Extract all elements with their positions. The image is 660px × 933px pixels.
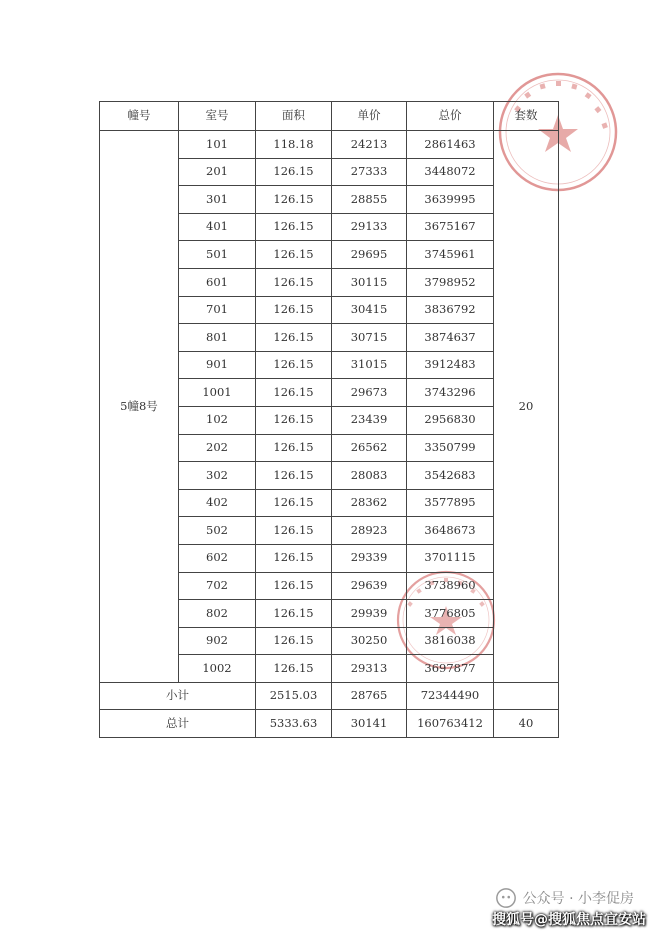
unit-price-cell: 29639 bbox=[332, 572, 407, 600]
unit-price-cell: 30115 bbox=[332, 268, 407, 296]
unit-price-cell: 31015 bbox=[332, 351, 407, 379]
header-units: 套数 bbox=[494, 102, 559, 131]
header-total-price: 总价 bbox=[407, 102, 494, 131]
wechat-account-text: 公众号 · 小李促房 bbox=[522, 891, 634, 907]
total-price-cell: 2956830 bbox=[407, 406, 494, 434]
area-cell: 126.15 bbox=[256, 241, 332, 269]
total-price-cell: 3743296 bbox=[407, 379, 494, 407]
area-cell: 126.15 bbox=[256, 324, 332, 352]
total-price-cell: 3912483 bbox=[407, 351, 494, 379]
grand-total-unit-price: 30141 bbox=[332, 710, 407, 738]
total-price-cell: 3675167 bbox=[407, 213, 494, 241]
subtotal-unit-price: 28765 bbox=[332, 682, 407, 710]
unit-price-cell: 28362 bbox=[332, 489, 407, 517]
room-cell: 201 bbox=[179, 158, 256, 186]
room-cell: 802 bbox=[179, 600, 256, 628]
grand-total-row bbox=[100, 710, 559, 738]
area-cell: 126.15 bbox=[256, 489, 332, 517]
area-cell: 126.15 bbox=[256, 213, 332, 241]
area-cell: 126.15 bbox=[256, 655, 332, 683]
area-cell: 126.15 bbox=[256, 627, 332, 655]
room-cell: 902 bbox=[179, 627, 256, 655]
grand-total-units: 40 bbox=[494, 710, 559, 738]
total-price-cell: 3697877 bbox=[407, 655, 494, 683]
price-table bbox=[99, 101, 559, 738]
subtotal-units bbox=[494, 682, 559, 710]
total-price-cell: 3639995 bbox=[407, 186, 494, 214]
total-price-cell: 3350799 bbox=[407, 434, 494, 462]
total-price-cell: 3577895 bbox=[407, 489, 494, 517]
grand-total-area: 5333.63 bbox=[256, 710, 332, 738]
room-cell: 402 bbox=[179, 489, 256, 517]
wechat-icon bbox=[495, 887, 517, 909]
area-cell: 126.15 bbox=[256, 186, 332, 214]
site-watermark: 搜狐号@搜狐焦点宜安站 bbox=[492, 912, 646, 928]
wechat-watermark bbox=[495, 887, 634, 909]
header-building: 幢号 bbox=[100, 102, 179, 131]
total-price-cell: 3738960 bbox=[407, 572, 494, 600]
total-price-cell: 3648673 bbox=[407, 517, 494, 545]
unit-price-cell: 29339 bbox=[332, 544, 407, 572]
room-cell: 702 bbox=[179, 572, 256, 600]
total-price-cell: 2861463 bbox=[407, 131, 494, 159]
unit-price-cell: 30250 bbox=[332, 627, 407, 655]
grand-total-label: 总计 bbox=[100, 710, 256, 738]
unit-count-cell: 20 bbox=[494, 131, 559, 683]
area-cell: 126.15 bbox=[256, 296, 332, 324]
table-row bbox=[100, 131, 559, 159]
unit-price-cell: 29695 bbox=[332, 241, 407, 269]
room-cell: 202 bbox=[179, 434, 256, 462]
unit-price-cell: 30715 bbox=[332, 324, 407, 352]
unit-price-cell: 29313 bbox=[332, 655, 407, 683]
room-cell: 501 bbox=[179, 241, 256, 269]
total-price-cell: 3701115 bbox=[407, 544, 494, 572]
room-cell: 301 bbox=[179, 186, 256, 214]
total-price-cell: 3816038 bbox=[407, 627, 494, 655]
building-cell: 5幢8号 bbox=[100, 131, 179, 683]
total-price-cell: 3874637 bbox=[407, 324, 494, 352]
area-cell: 126.15 bbox=[256, 600, 332, 628]
header-room: 室号 bbox=[179, 102, 256, 131]
unit-price-cell: 24213 bbox=[332, 131, 407, 159]
room-cell: 701 bbox=[179, 296, 256, 324]
room-cell: 801 bbox=[179, 324, 256, 352]
table-header-row bbox=[100, 102, 559, 131]
total-price-cell: 3836792 bbox=[407, 296, 494, 324]
header-area: 面积 bbox=[256, 102, 332, 131]
total-price-cell: 3745961 bbox=[407, 241, 494, 269]
area-cell: 118.18 bbox=[256, 131, 332, 159]
total-price-cell: 3776805 bbox=[407, 600, 494, 628]
room-cell: 601 bbox=[179, 268, 256, 296]
area-cell: 126.15 bbox=[256, 268, 332, 296]
room-cell: 1001 bbox=[179, 379, 256, 407]
room-cell: 602 bbox=[179, 544, 256, 572]
subtotal-total: 72344490 bbox=[407, 682, 494, 710]
room-cell: 1002 bbox=[179, 655, 256, 683]
area-cell: 126.15 bbox=[256, 158, 332, 186]
subtotal-label: 小计 bbox=[100, 682, 256, 710]
header-unit-price: 单价 bbox=[332, 102, 407, 131]
room-cell: 502 bbox=[179, 517, 256, 545]
area-cell: 126.15 bbox=[256, 351, 332, 379]
area-cell: 126.15 bbox=[256, 406, 332, 434]
area-cell: 126.15 bbox=[256, 379, 332, 407]
area-cell: 126.15 bbox=[256, 572, 332, 600]
unit-price-cell: 28923 bbox=[332, 517, 407, 545]
unit-price-cell: 29133 bbox=[332, 213, 407, 241]
room-cell: 302 bbox=[179, 462, 256, 490]
subtotal-row bbox=[100, 682, 559, 710]
area-cell: 126.15 bbox=[256, 544, 332, 572]
unit-price-cell: 30415 bbox=[332, 296, 407, 324]
room-cell: 101 bbox=[179, 131, 256, 159]
area-cell: 126.15 bbox=[256, 517, 332, 545]
room-cell: 401 bbox=[179, 213, 256, 241]
room-cell: 901 bbox=[179, 351, 256, 379]
unit-price-cell: 29673 bbox=[332, 379, 407, 407]
unit-price-cell: 29939 bbox=[332, 600, 407, 628]
total-price-cell: 3542683 bbox=[407, 462, 494, 490]
unit-price-cell: 27333 bbox=[332, 158, 407, 186]
unit-price-cell: 23439 bbox=[332, 406, 407, 434]
unit-price-cell: 26562 bbox=[332, 434, 407, 462]
unit-price-cell: 28083 bbox=[332, 462, 407, 490]
total-price-cell: 3798952 bbox=[407, 268, 494, 296]
subtotal-area: 2515.03 bbox=[256, 682, 332, 710]
area-cell: 126.15 bbox=[256, 462, 332, 490]
total-price-cell: 3448072 bbox=[407, 158, 494, 186]
area-cell: 126.15 bbox=[256, 434, 332, 462]
unit-price-cell: 28855 bbox=[332, 186, 407, 214]
grand-total-total: 160763412 bbox=[407, 710, 494, 738]
room-cell: 102 bbox=[179, 406, 256, 434]
